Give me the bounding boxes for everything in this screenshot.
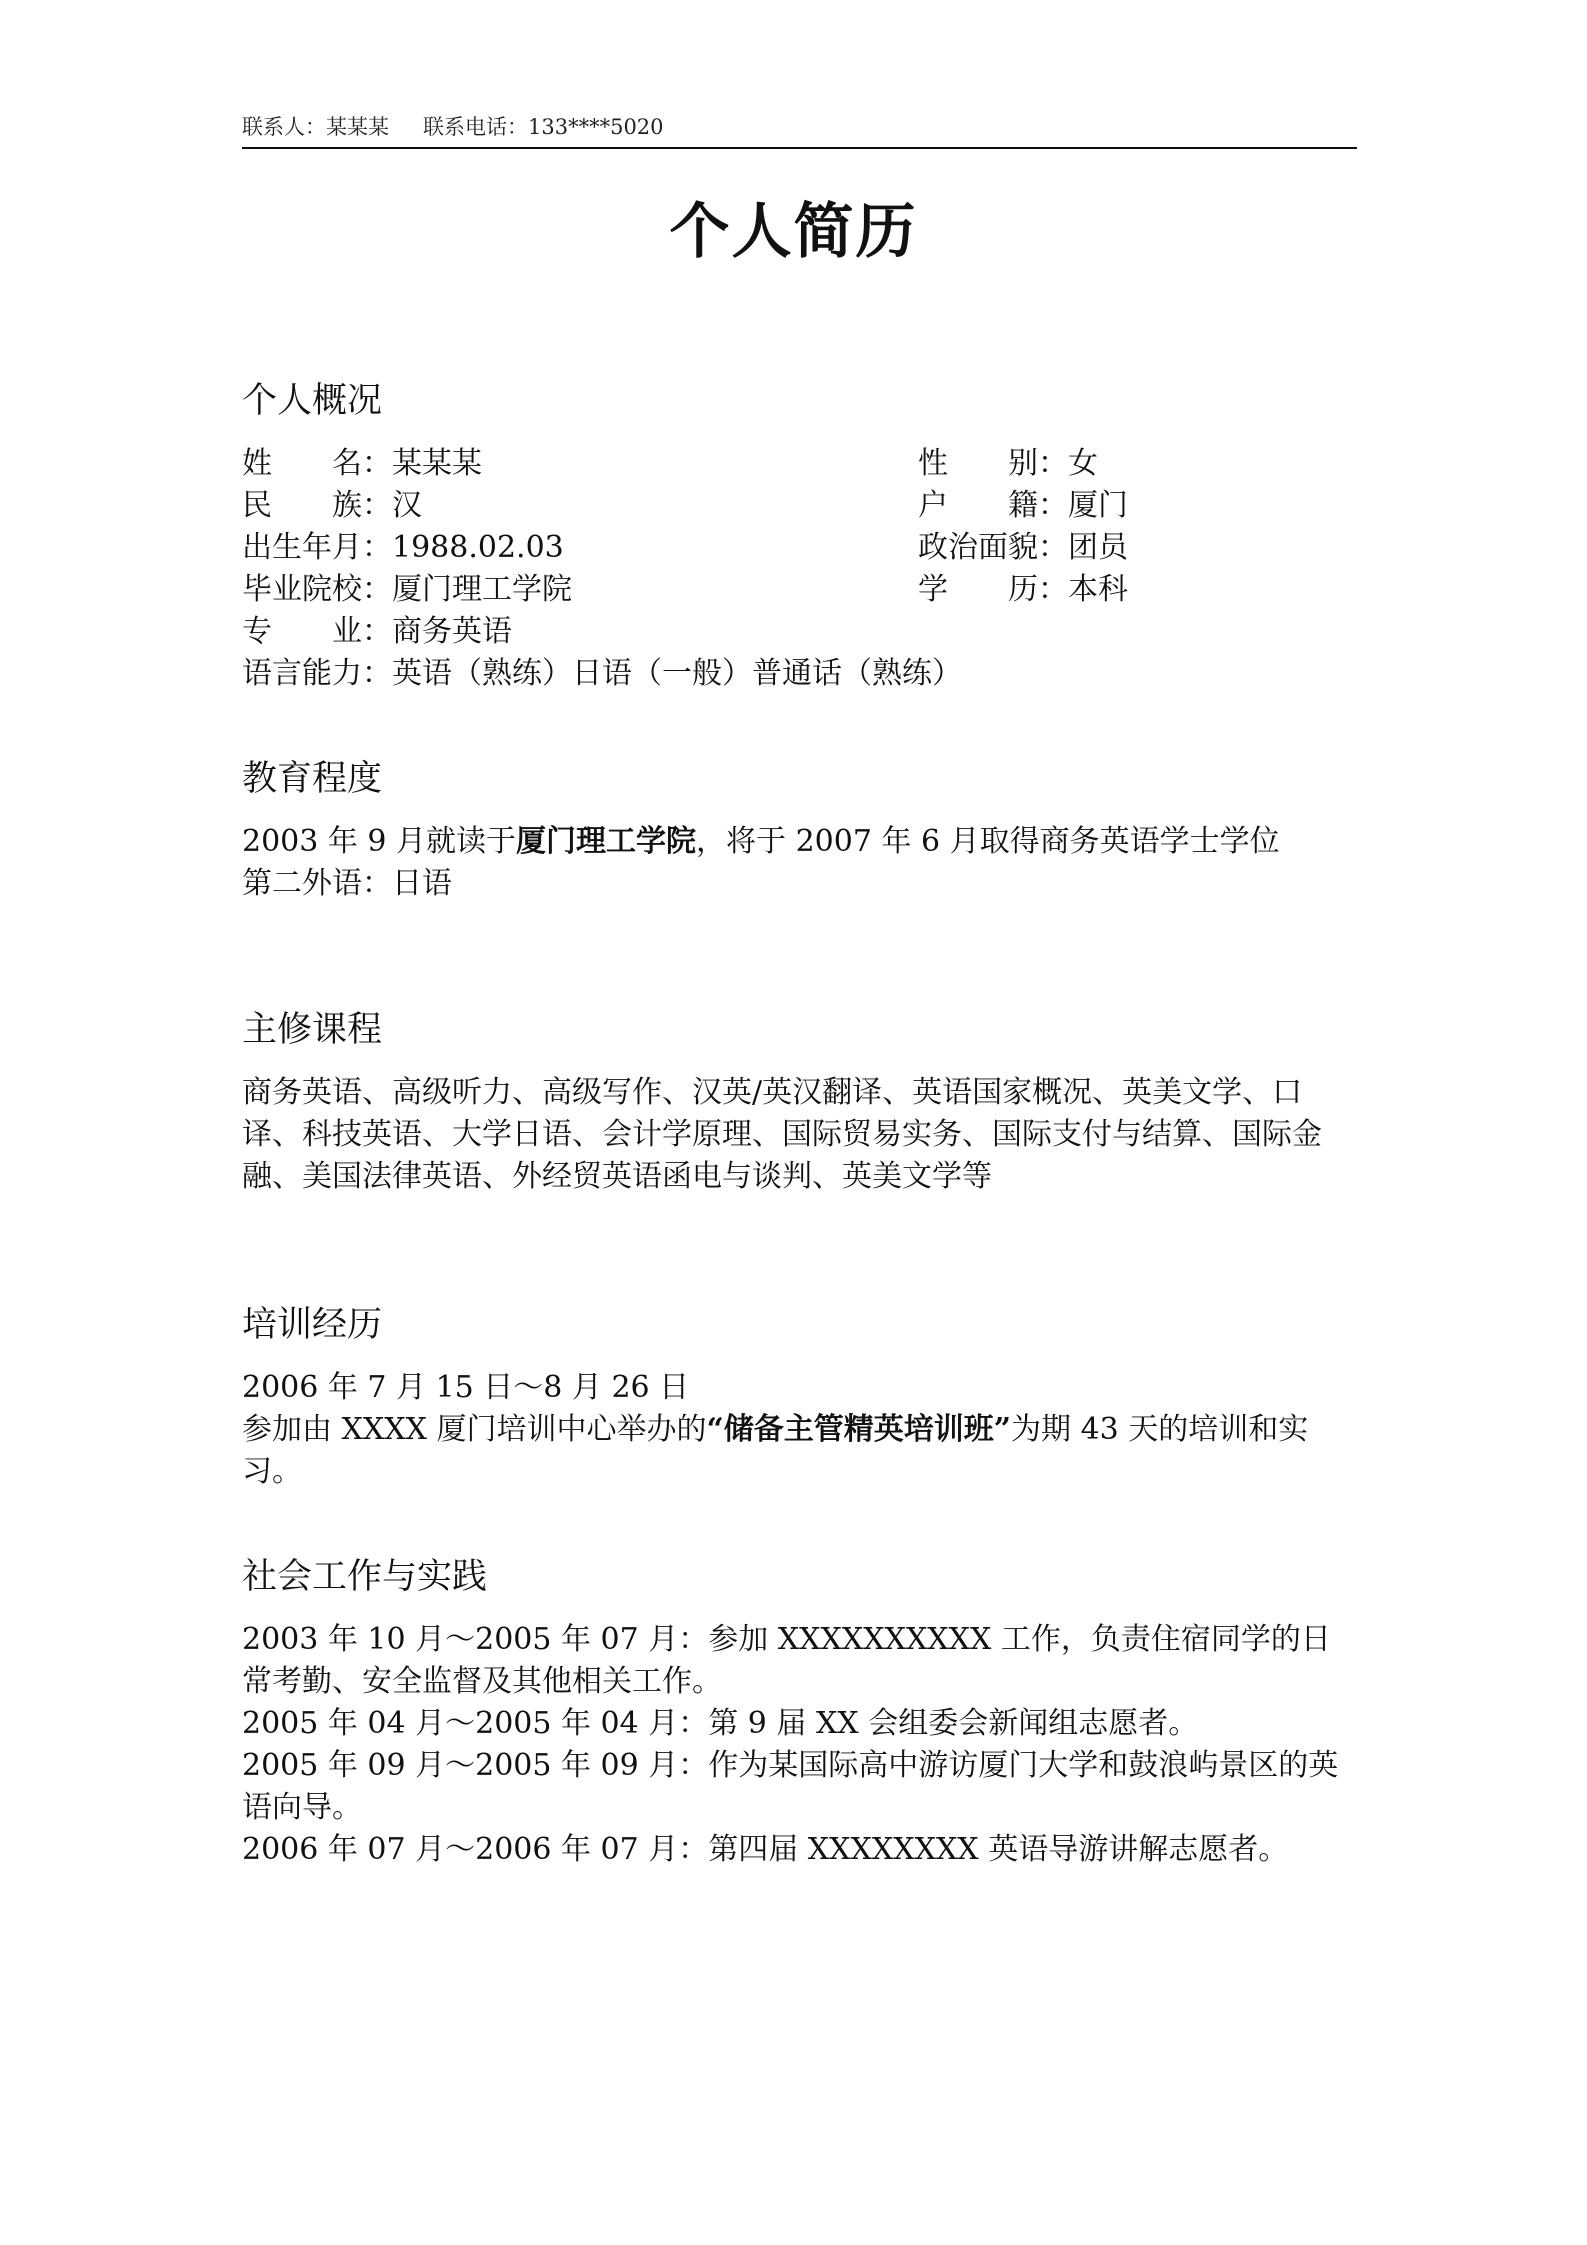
courses-heading: 主修课程 xyxy=(242,1010,383,1050)
name-label: 姓 名： xyxy=(242,446,392,481)
profile-degree-row xyxy=(918,569,1128,611)
social-item: 2006 年 07 月～2006 年 07 月：第四届 XXXXXXXX 英语导游讲解志愿者。 xyxy=(242,1832,1289,1867)
training-text xyxy=(242,1409,1359,1493)
contact-label: 联系人： xyxy=(242,115,326,139)
profile-language-row xyxy=(242,653,962,695)
training-date: 2006 年 7 月 15 日～8 月 26 日 xyxy=(242,1370,690,1405)
birth-label: 出生年月： xyxy=(242,530,392,565)
political-label: 政治面貌： xyxy=(918,530,1068,565)
language-label: 语言能力： xyxy=(242,656,392,691)
major-value: 商务英语 xyxy=(392,614,512,649)
training-text-post: 为期 43 天的培训和实习。 xyxy=(242,1412,1309,1489)
training-text-pre: 参加由 XXXX 厦门培训中心举办的 xyxy=(242,1412,707,1447)
gender-label: 性 别： xyxy=(918,446,1068,481)
name-value: 某某某 xyxy=(392,446,482,481)
profile-school-row xyxy=(242,569,572,611)
profile-major-row xyxy=(242,611,512,653)
degree-value: 本科 xyxy=(1068,572,1128,607)
profile-ethnicity-row xyxy=(242,485,422,527)
education-school-bold: 厦门理工学院 xyxy=(516,824,697,859)
social-item: 2005 年 09 月～2005 年 09 月：作为某国际高中游访厦门大学和鼓浪屿景区的英语向导。 xyxy=(242,1748,1339,1825)
hukou-label: 户 籍： xyxy=(918,488,1068,523)
phone-number: 133****5020 xyxy=(528,115,664,139)
education-heading: 教育程度 xyxy=(242,759,383,799)
phone-label: 联系电话： xyxy=(423,115,528,139)
profile-political-row xyxy=(918,527,1128,569)
contact-header xyxy=(242,112,1357,142)
education-line-1-post: ，将于 2007 年 6 月取得商务英语学士学位 xyxy=(696,824,1280,859)
political-value: 团员 xyxy=(1068,530,1128,565)
school-value: 厦门理工学院 xyxy=(392,572,572,607)
profile-name-row xyxy=(242,443,482,485)
training-heading: 培训经历 xyxy=(242,1305,383,1345)
courses-text: 商务英语、高级听力、高级写作、汉英/英汉翻译、英语国家概况、英美文学、口译、科技英语、大学日语、会计学原理、国际贸易实务、国际支付与结算、国际金融、美国法律英语、外经贸英语函电与谈判、英美文学等 xyxy=(242,1075,1322,1194)
profile-gender-row xyxy=(918,443,1098,485)
profile-heading: 个人概况 xyxy=(242,381,383,421)
hukou-value: 厦门 xyxy=(1068,488,1128,523)
page-title: 个人简历 xyxy=(669,197,918,267)
education-line-1-pre: 2003 年 9 月就读于 xyxy=(242,824,517,859)
gender-value: 女 xyxy=(1068,446,1098,481)
social-heading: 社会工作与实践 xyxy=(242,1557,488,1597)
language-value: 英语（熟练）日语（一般）普通话（熟练） xyxy=(392,656,962,691)
header-divider xyxy=(242,147,1357,149)
major-label: 专 业： xyxy=(242,614,392,649)
ethnicity-value: 汉 xyxy=(392,488,422,523)
social-item: 2005 年 04 月～2005 年 04 月：第 9 届 XX 会组委会新闻组志愿者。 xyxy=(242,1706,1199,1741)
education-line-2: 第二外语：日语 xyxy=(242,866,452,901)
education-line-1 xyxy=(242,821,1280,863)
contact-name: 某某某 xyxy=(326,115,389,139)
degree-label: 学 历： xyxy=(918,572,1068,607)
training-course-bold: “储备主管精英培训班” xyxy=(706,1412,1012,1447)
school-label: 毕业院校： xyxy=(242,572,392,607)
profile-hukou-row xyxy=(918,485,1128,527)
ethnicity-label: 民 族： xyxy=(242,488,392,523)
birth-value: 1988.02.03 xyxy=(392,530,564,565)
profile-birth-row xyxy=(242,527,564,569)
social-item: 2003 年 10 月～2005 年 07 月：参加 XXXXXXXXXX 工作，负责住宿同学的日常考勤、安全监督及其他相关工作。 xyxy=(242,1622,1331,1699)
